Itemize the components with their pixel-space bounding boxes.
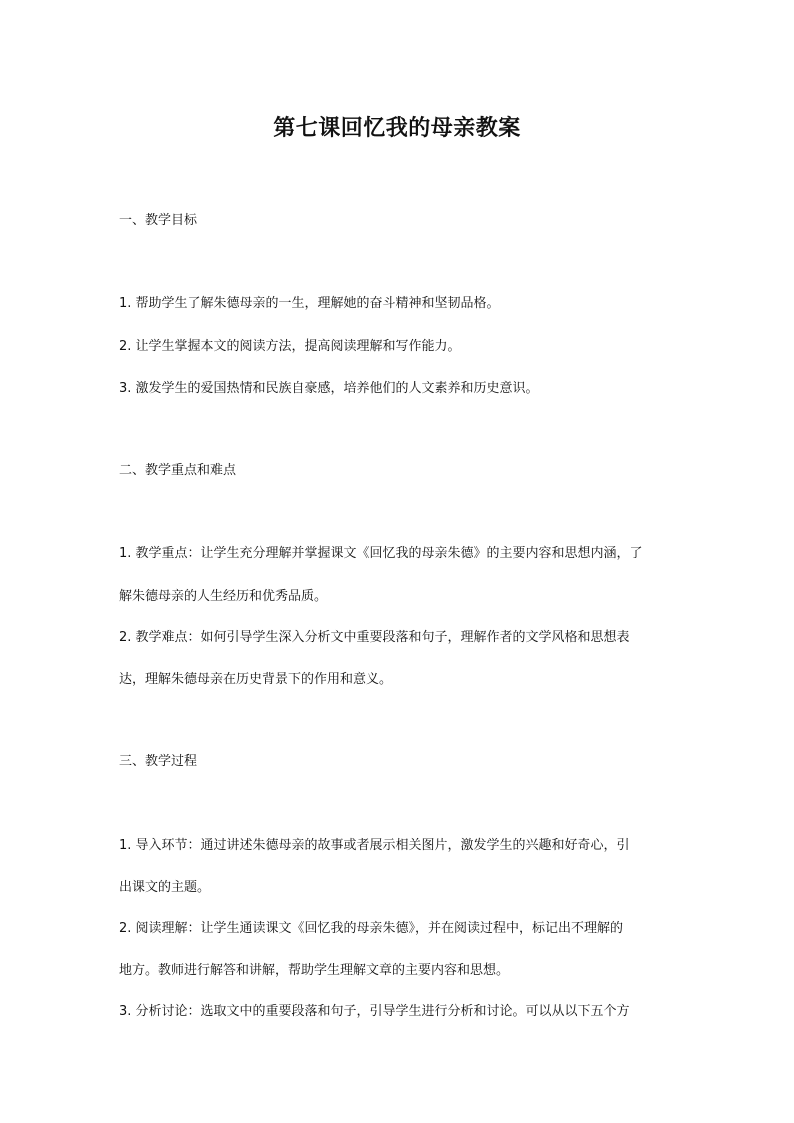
document-title: 第七课回忆我的母亲教案	[273, 116, 521, 141]
process-line-2: 出课文的主题。	[119, 880, 211, 895]
key-point-line-2: 解朱德母亲的人生经历和优秀品质。	[119, 589, 328, 604]
key-point-line-4: 达，理解朱德母亲在历史背景下的作用和意义。	[119, 672, 393, 687]
section-heading-key-points: 二、教学重点和难点	[119, 463, 237, 478]
section-heading-process: 三、教学过程	[119, 754, 198, 769]
key-point-line-1: 1. 教学重点：让学生充分理解并掌握课文《回忆我的母亲朱德》的主要内容和思想内涵，了	[119, 546, 643, 561]
process-line-1: 1. 导入环节：通过讲述朱德母亲的故事或者展示相关图片，激发学生的兴趣和好奇心，引	[119, 838, 630, 853]
objective-line-1: 1. 帮助学生了解朱德母亲的一生，理解她的奋斗精神和坚韧品格。	[119, 296, 500, 311]
process-line-5: 3. 分析讨论：选取文中的重要段落和句子，引导学生进行分析和讨论。可以从以下五个方	[119, 1004, 630, 1019]
key-point-line-3: 2. 教学难点：如何引导学生深入分析文中重要段落和句子，理解作者的文学风格和思想表	[119, 630, 630, 645]
process-line-3: 2. 阅读理解：让学生通读课文《回忆我的母亲朱德》，并在阅读过程中，标记出不理解的	[119, 921, 624, 936]
process-line-4: 地方。教师进行解答和讲解，帮助学生理解文章的主要内容和思想。	[119, 963, 510, 978]
section-heading-objectives: 一、教学目标	[119, 213, 198, 228]
objective-line-3: 3. 激发学生的爱国热情和民族自豪感，培养他们的人文素养和历史意识。	[119, 381, 539, 396]
objective-line-2: 2. 让学生掌握本文的阅读方法，提高阅读理解和写作能力。	[119, 339, 461, 354]
